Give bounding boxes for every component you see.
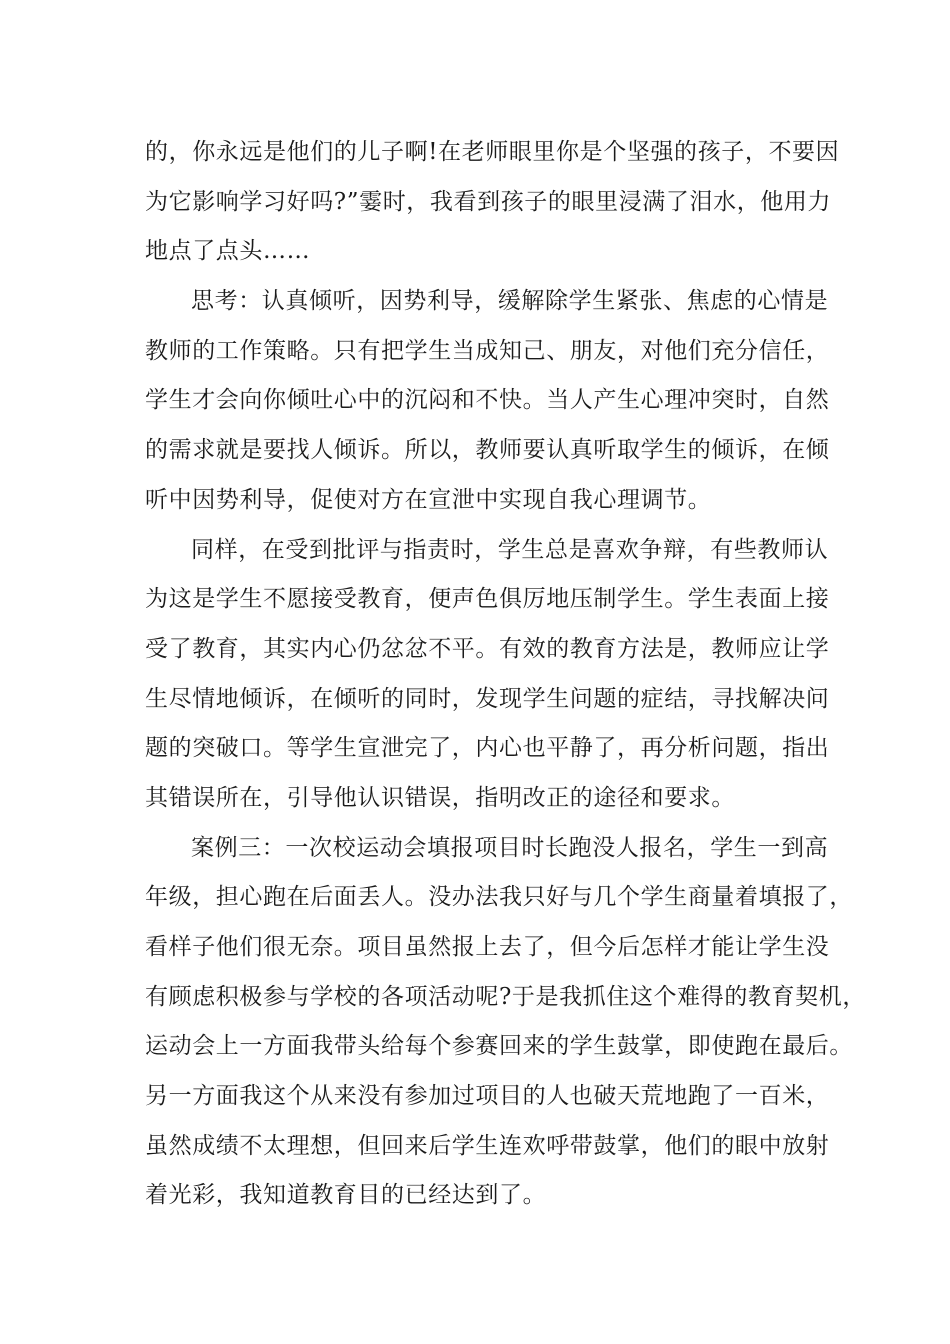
text-line: 着光彩，我知道教育目的已经达到了。 <box>145 1182 547 1209</box>
text-line: 受了教育，其实内心仍忿忿不平。有效的教育方法是，教师应让学 <box>145 635 830 662</box>
text-line: 年级，担心跑在后面丢人。没办法我只好与几个学生商量着填报了， <box>145 884 853 911</box>
text-line: 听中因势利导，促使对方在宣泄中实现自我心理调节。 <box>145 486 712 513</box>
text-line: 学生才会向你倾吐心中的沉闷和不快。当人产生心理冲突时，自然 <box>145 387 830 414</box>
text-line: 题的突破口。等学生宣泄完了，内心也平静了，再分析问题，指出 <box>145 735 830 762</box>
paragraph-start-line: 案例三：一次校运动会填报项目时长跑没人报名，学生一到高 <box>191 834 829 861</box>
paragraph-start-line: 同样，在受到批评与指责时，学生总是喜欢争辩，有些教师认 <box>191 536 829 563</box>
text-line: 有顾虑积极参与学校的各项活动呢?于是我抓住这个难得的教育契机， <box>145 983 866 1010</box>
text-line: 看样子他们很无奈。项目虽然报上去了，但今后怎样才能让学生没 <box>145 934 830 960</box>
text-line: 的，你永远是他们的儿子啊!在老师眼里你是个坚强的孩子，不要因 <box>145 139 840 165</box>
text-line: 其错误所在，引导他认识错误，指明改正的途径和要求。 <box>145 784 735 811</box>
text-line: 教师的工作策略。只有把学生当成知己、朋友，对他们充分信任， <box>145 337 830 364</box>
text-line: 为这是学生不愿接受教育，便声色俱厉地压制学生。学生表面上接 <box>145 586 830 613</box>
text-line: 为它影响学习好吗?”霎时，我看到孩子的眼里浸满了泪水，他用力 <box>145 188 832 215</box>
text-line: 地点了点头…… <box>145 238 311 265</box>
text-line: 虽然成绩不太理想，但回来后学生连欢呼带鼓掌，他们的眼中放射 <box>145 1132 830 1159</box>
paragraph-start-line: 思考：认真倾听，因势利导，缓解除学生紧张、焦虑的心情是 <box>191 288 829 315</box>
text-line: 另一方面我这个从来没有参加过项目的人也破天荒地跑了一百米， <box>145 1083 830 1110</box>
text-line: 的需求就是要找人倾诉。所以，教师要认真听取学生的倾诉，在倾 <box>145 437 830 464</box>
text-line: 运动会上一方面我带头给每个参赛回来的学生鼓掌，即使跑在最后。 <box>145 1033 853 1060</box>
document-body <box>145 128 866 1221</box>
text-line: 生尽情地倾诉，在倾听的同时，发现学生问题的症结，寻找解决问 <box>145 685 830 712</box>
